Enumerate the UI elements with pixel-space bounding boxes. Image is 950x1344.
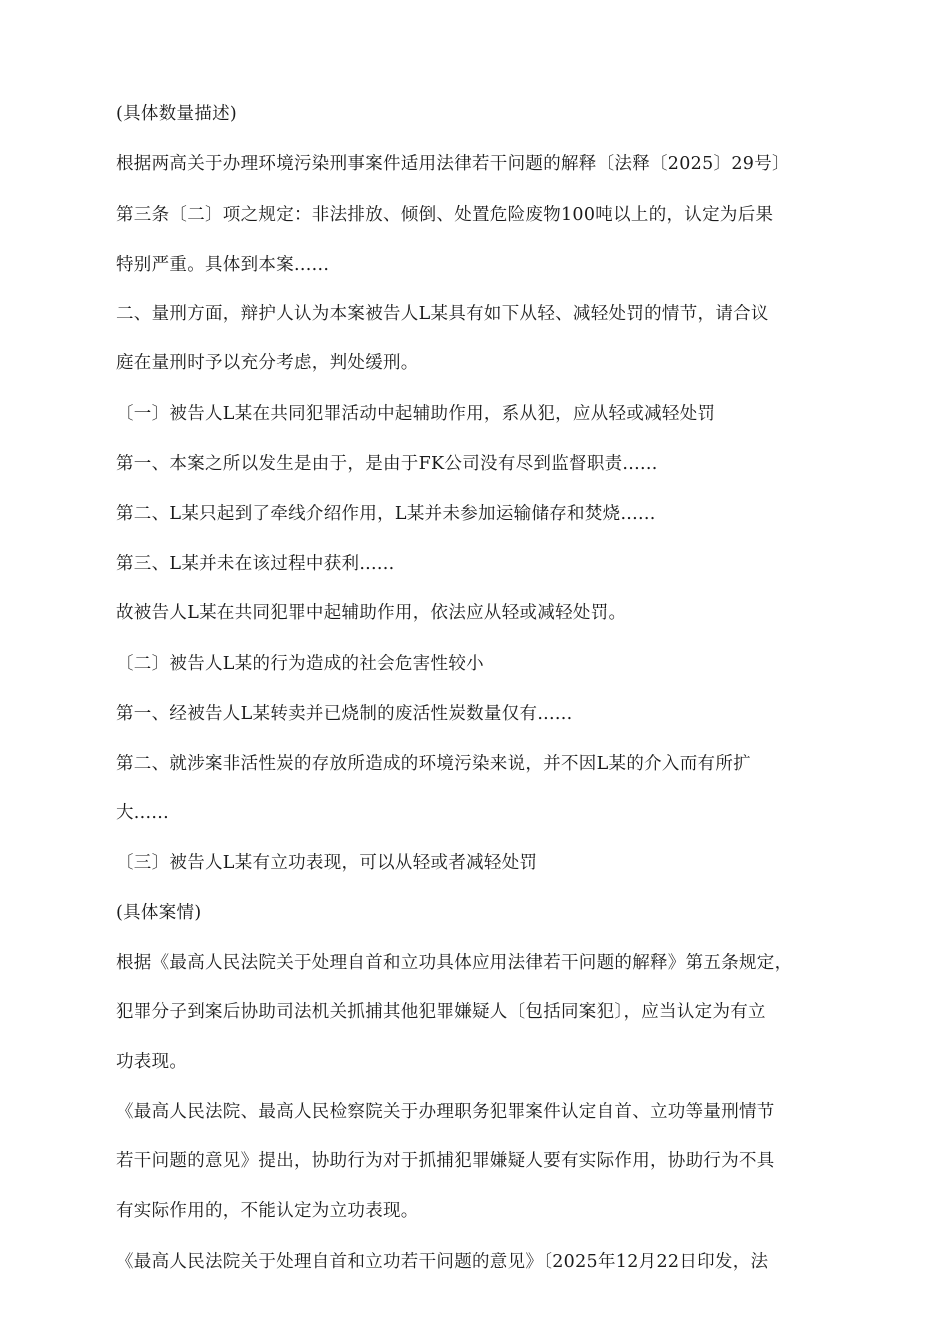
text-line-21: 《最高人民法院、最高人民检察院关于办理职务犯罪案件认定自首、立功等量刑情节 bbox=[116, 1102, 775, 1122]
text-line-20: 功表现。 bbox=[116, 1052, 188, 1072]
text-line-23: 有实际作用的，不能认定为立功表现。 bbox=[116, 1201, 419, 1221]
section-heading-1: 〔一〕被告人L某在共同犯罪活动中起辅助作用，系从犯，应从轻或减轻处罚 bbox=[116, 404, 716, 424]
text-line-15: 大...... bbox=[116, 803, 169, 823]
text-line-22: 若干问题的意见》提出，协助行为对于抓捕犯罪嫌疑人要有实际作用，协助行为不具 bbox=[116, 1151, 775, 1171]
section-heading-2: 〔二〕被告人L某的行为造成的社会危害性较小 bbox=[116, 654, 484, 674]
text-line-4: 特别严重。具体到本案...... bbox=[116, 255, 330, 275]
text-line-10: 第三、L某并未在该过程中获利...... bbox=[116, 554, 395, 574]
text-line-5: 二、量刑方面，辩护人认为本案被告人L某具有如下从轻、减轻处罚的情节，请合议 bbox=[116, 304, 769, 324]
text-line-11: 故被告人L某在共同犯罪中起辅助作用，依法应从轻或减轻处罚。 bbox=[116, 603, 627, 623]
text-line-13: 第一、经被告人L某转卖并已烧制的废活性炭数量仅有...... bbox=[116, 704, 573, 724]
text-line-9: 第二、L某只起到了牵线介绍作用，L某并未参加运输储存和焚烧...... bbox=[116, 504, 656, 524]
text-line-1: (具体数量描述) bbox=[116, 104, 238, 124]
section-heading-3: 〔三〕被告人L某有立功表现，可以从轻或者减轻处罚 bbox=[116, 853, 538, 873]
text-line-2: 根据两高关于办理环境污染刑事案件适用法律若干问题的解释〔法释〔2025〕29号〕 bbox=[116, 154, 790, 174]
text-line-24: 《最高人民法院关于处理自首和立功若干问题的意见》〔2025年12月22日印发，法 bbox=[116, 1252, 769, 1272]
text-line-3: 第三条〔二〕项之规定：非法排放、倾倒、处置危险废物100吨以上的，认定为后果 bbox=[116, 205, 774, 225]
text-line-18: 根据《最高人民法院关于处理自首和立功具体应用法律若干问题的解释》第五条规定， bbox=[116, 953, 793, 973]
text-line-19: 犯罪分子到案后协助司法机关抓捕其他犯罪嫌疑人〔包括同案犯〕，应当认定为有立 bbox=[116, 1002, 766, 1022]
text-line-17: (具体案情) bbox=[116, 903, 202, 923]
text-line-14: 第二、就涉案非活性炭的存放所造成的环境污染来说，并不因L某的介入而有所扩 bbox=[116, 754, 751, 774]
text-line-8: 第一、本案之所以发生是由于，是由于FK公司没有尽到监督职责...... bbox=[116, 454, 658, 474]
text-line-6: 庭在量刑时予以充分考虑，判处缓刑。 bbox=[116, 353, 419, 373]
